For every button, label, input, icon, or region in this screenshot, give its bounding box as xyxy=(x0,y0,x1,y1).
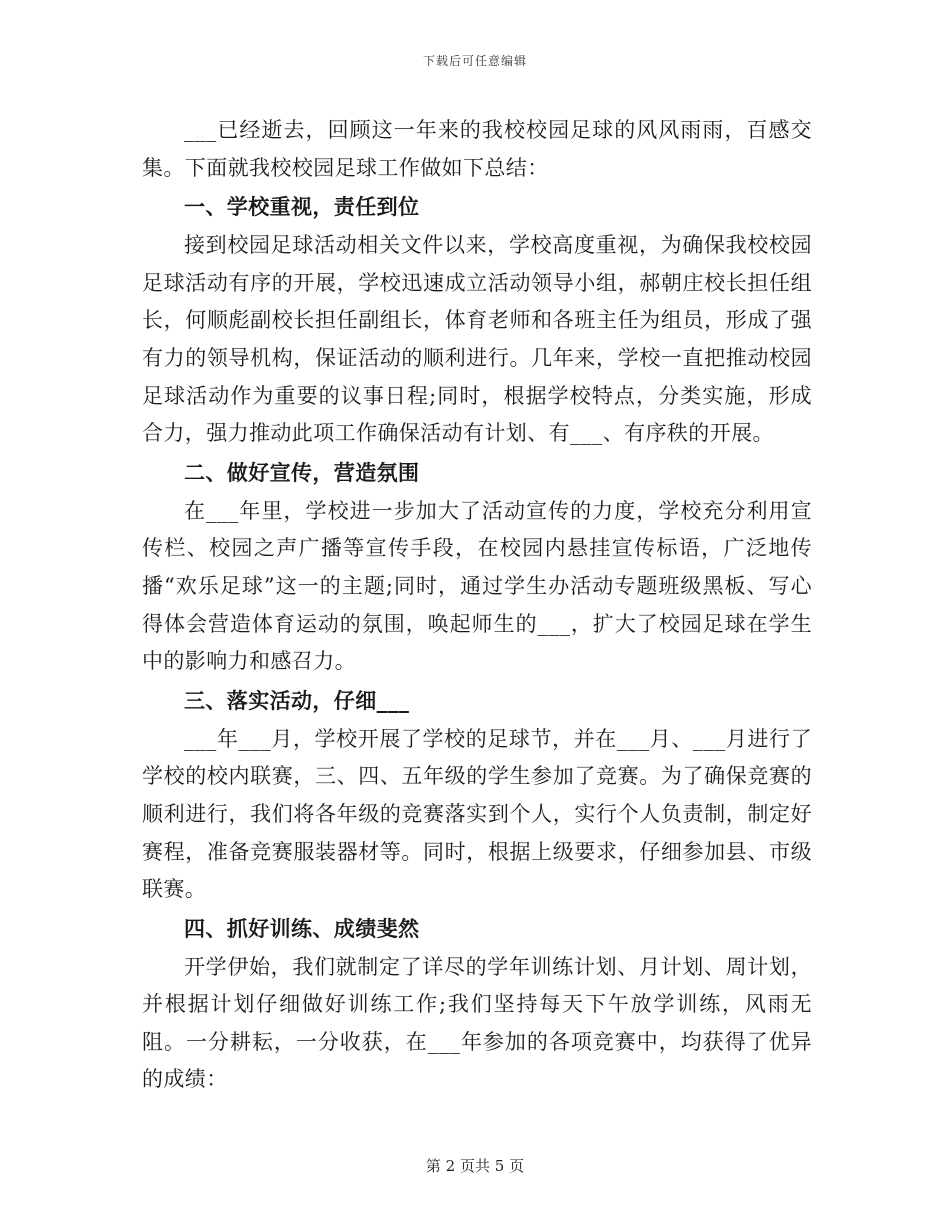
section-paragraph-4: 开学伊始，我们就制定了详尽的学年训练计划、月计划、周计划，并根据计划仔细做好训练工作;我们坚持每天下午放学训练，风雨无阻。一分耕耘，一分收获，在___年参加的各项竞赛中，均获得了优异的成绩： xyxy=(142,954,812,1092)
section-heading-3: 三、落实活动，仔细___ xyxy=(184,687,410,713)
section-paragraph-2: 在___年里，学校进一步加大了活动宣传的力度，学校充分利用宣传栏、校园之声广播等宣传手段，在校园内悬挂宣传标语，广泛地传播“欢乐足球”这一的主题;同时，通过学生办活动专题班级黑板、写心得体会营造体育运动的氛围，唤起师生的___，扩大了校园足球在学生中的影响力和感召力。 xyxy=(142,498,812,674)
section-paragraph-3: ___年___月，学校开展了学校的足球节，并在___月、___月进行了学校的校内联赛，三、四、五年级的学生参加了竞赛。为了确保竞赛的顺利进行，我们将各年级的竞赛落实到个人，实行个人负责制，制定好赛程，准备竞赛服装器材等。同时，根据上级要求，仔细参加县、市级联赛。 xyxy=(142,726,812,902)
document-body xyxy=(142,112,812,1099)
section-paragraph-1: 接到校园足球活动相关文件以来，学校高度重视，为确保我校校园足球活动有序的开展，学校迅速成立活动领导小组，郝朝庄校长担任组长，何顺彪副校长担任副组长，体育老师和各班主任为组员，形成了强有力的领导机构，保证活动的顺利进行。几年来，学校一直把推动校园足球活动作为重要的议事日程;同时，根据学校特点，分类实施，形成合力，强力推动此项工作确保活动有计划、有___、有序秩的开展。 xyxy=(142,233,812,446)
section-heading-2: 二、做好宣传，营造氛围 xyxy=(184,459,420,485)
page-number: 第 2 页共 5 页 xyxy=(425,1157,525,1175)
section-heading-1: 一、学校重视，责任到位 xyxy=(184,194,420,220)
section-heading-4: 四、抓好训练、成绩斐然 xyxy=(184,915,420,941)
page-header: 下载后可任意编辑 xyxy=(422,54,527,68)
intro-paragraph: ___已经逝去，回顾这一年来的我校校园足球的风风雨雨，百感交集。下面就我校校园足球工作做如下总结： xyxy=(142,118,812,180)
